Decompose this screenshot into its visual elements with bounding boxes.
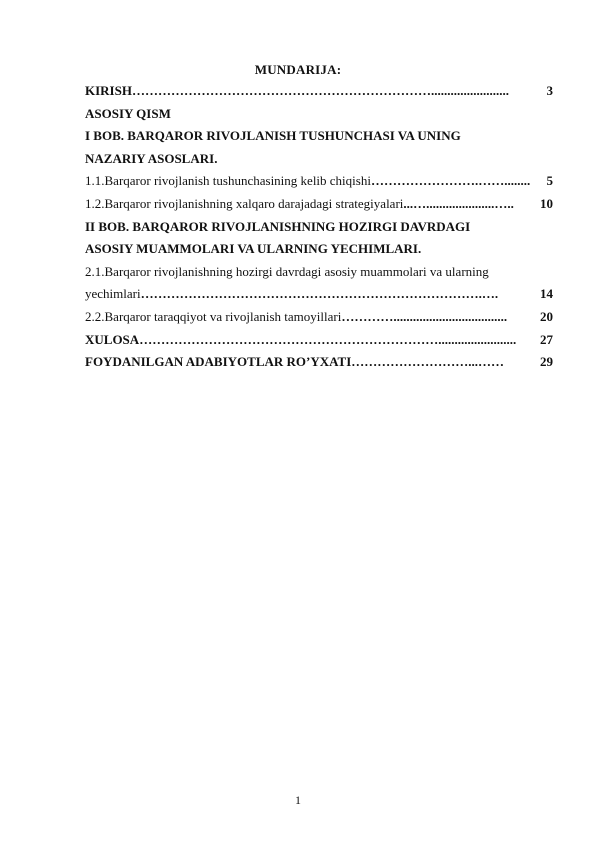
dot-leader: …………................................... (341, 308, 508, 324)
toc-page-number: 5 (546, 173, 553, 189)
toc-page-number: 29 (540, 354, 553, 370)
table-of-contents (85, 80, 553, 374)
toc-entry-text: XULOSA (85, 331, 140, 347)
toc-page-number: 14 (540, 286, 553, 302)
toc-chapter-2-line-1: II BOB. BARQAROR RIVOJLANISHNING HOZIRGI DAVRDAGI (85, 218, 471, 234)
page-number: 1 (295, 793, 301, 807)
toc-page-number: 10 (540, 195, 553, 211)
dot-leader: ……………………………………………………………........................ (139, 331, 517, 347)
toc-entry-2-1[interactable] (85, 283, 553, 306)
toc-entry-xulosa[interactable] (85, 329, 553, 352)
toc-title: MUNDARIJA: (254, 62, 342, 77)
toc-entry-text: 1.1.Barqaror rivojlanish tushunchasining kelib chiqishi (85, 173, 371, 189)
dot-leader: ...….....................….. (403, 195, 514, 211)
toc-page-number: 27 (540, 331, 553, 347)
toc-chapter-1-line-2: NAZARIY ASOSLARI. (85, 150, 218, 166)
toc-entry-text: KIRISH (85, 83, 132, 98)
toc-heading-asosiy-qism: ASOSIY QISM (85, 105, 171, 121)
toc-entry-2-2[interactable] (85, 306, 553, 329)
toc-entry-1-2[interactable] (85, 193, 553, 216)
dot-leader: …………………………………………………………………….…. (140, 286, 499, 302)
toc-entry-2-1-line-1[interactable]: 2.1.Barqaror rivojlanishning hozirgi davrdagi asosiy muammolari va ularning (85, 263, 489, 279)
toc-page-number: 20 (540, 308, 553, 324)
dot-leader: ……………………………………………………………........................ (131, 83, 509, 98)
toc-entry-text: FOYDANILGAN ADABIYOTLAR RO’YXATI (85, 354, 352, 370)
dot-leader: …………………….……........ (370, 173, 531, 189)
toc-entry-kirish[interactable] (85, 80, 553, 103)
toc-entry-1-1[interactable] (85, 170, 553, 193)
toc-page-number: 3 (546, 83, 553, 98)
toc-entry-text: yechimlari (85, 286, 141, 302)
toc-entry-text: 1.2.Barqaror rivojlanishning xalqaro darajadagi strategiyalari (85, 195, 404, 211)
dot-leader: ………………………...…… (351, 354, 505, 370)
toc-entry-references[interactable] (85, 351, 553, 374)
toc-entry-text: 2.2.Barqaror taraqqiyot va rivojlanish tamoyillari (85, 308, 342, 324)
toc-chapter-1-line-1: I BOB. BARQAROR RIVOJLANISH TUSHUNCHASI VA UNING (85, 128, 461, 144)
toc-chapter-2-line-2: ASOSIY MUAMMOLARI VA ULARNING YECHIMLARI. (85, 241, 422, 257)
